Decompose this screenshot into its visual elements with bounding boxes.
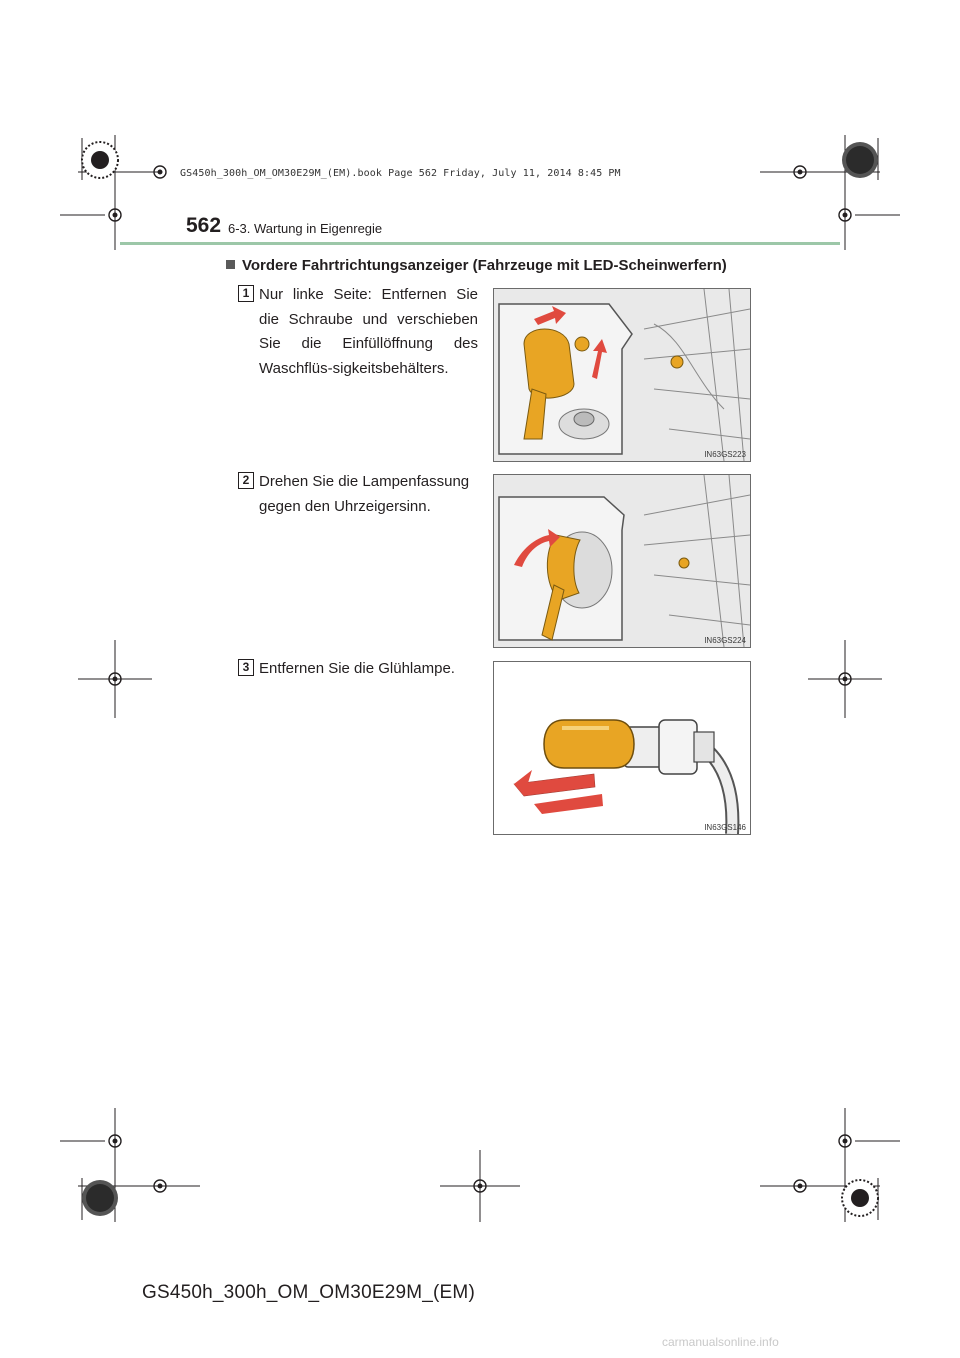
figure-code-3: IN63GS146 — [704, 823, 746, 832]
watermark: carmanualsonline.info — [662, 1335, 779, 1349]
step-text-1: Nur linke Seite: Entfernen Sie die Schraube und verschieben Sie die Einfüllöffnung des Waschflüs-sigkeitsbehälters. — [259, 286, 478, 377]
page-number: 562 — [186, 214, 222, 237]
square-bullet-icon — [226, 260, 235, 269]
figure-remove-screw — [493, 288, 751, 462]
section-title: 6-3. Wartung in Eigenregie — [228, 221, 383, 236]
step-number-1: 1 — [238, 285, 254, 302]
heading-text: Vordere Fahrtrichtungsanzeiger (Fahrzeuge mit LED-Scheinwerfern) — [242, 257, 727, 274]
figure-code-2: IN63GS224 — [704, 636, 746, 645]
step-number-2: 2 — [238, 472, 254, 489]
header-rule — [120, 242, 840, 245]
figure-remove-bulb — [493, 661, 751, 835]
figure-turn-socket — [493, 474, 751, 648]
step-text-2: Drehen Sie die Lampenfassung gegen den Uhrzeigersinn. — [259, 473, 470, 515]
step-number-3: 3 — [238, 659, 254, 676]
subsection-heading — [226, 257, 727, 274]
figure-code-1: IN63GS223 — [704, 450, 746, 459]
book-id-footer: GS450h_300h_OM_OM30E29M_(EM) — [142, 1282, 475, 1303]
print-info-line: GS450h_300h_OM_OM30E29M_(EM).book Page 562 Friday, July 11, 2014 8:45 PM — [180, 168, 621, 179]
step-text-3: Entfernen Sie die Glühlampe. — [259, 660, 455, 677]
